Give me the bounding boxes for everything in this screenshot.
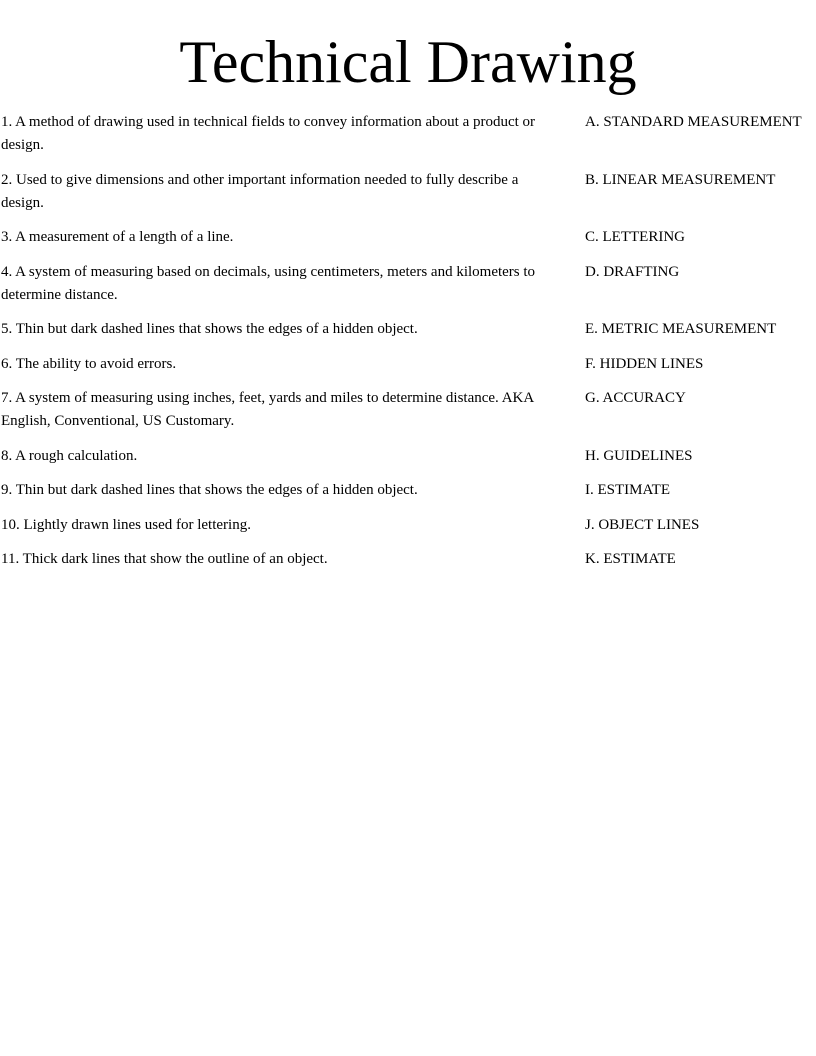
question-text: 5. Thin but dark dashed lines that shows the edges of a hidden object. bbox=[1, 321, 418, 337]
answer-text: J. OBJECT LINES bbox=[585, 516, 700, 533]
matching-row bbox=[0, 169, 816, 215]
question-text: 2. Used to give dimensions and other important information needed to fully describe a design. bbox=[1, 171, 519, 211]
matching-row bbox=[0, 514, 816, 537]
matching-row bbox=[0, 111, 816, 157]
matching-list bbox=[0, 111, 816, 583]
question-text: 9. Thin but dark dashed lines that shows the edges of a hidden object. bbox=[1, 482, 418, 498]
answer-text: C. LETTERING bbox=[585, 229, 685, 245]
answer-text: D. DRAFTING bbox=[585, 263, 680, 280]
matching-row bbox=[0, 318, 816, 341]
answer-text: E. METRIC MEASUREMENT bbox=[585, 321, 777, 337]
question-text: 3. A measurement of a length of a line. bbox=[1, 229, 234, 245]
answer-text: F. HIDDEN LINES bbox=[585, 355, 704, 372]
question-text: 4. A system of measuring based on decimals, using centimeters, meters and kilometers to determine distance. bbox=[1, 263, 536, 303]
matching-row bbox=[0, 387, 816, 433]
answer-text: K. ESTIMATE bbox=[585, 551, 676, 567]
question-text: 7. A system of measuring using inches, feet, yards and miles to determine distance. AKA English, Conventional, US Customary. bbox=[1, 390, 534, 429]
answer-text: B. LINEAR MEASUREMENT bbox=[585, 171, 776, 188]
matching-row bbox=[0, 479, 816, 502]
answer-text: G. ACCURACY bbox=[585, 390, 686, 406]
page-title: Technical Drawing bbox=[179, 29, 637, 95]
question-text: 1. A method of drawing used in technical fields to convey information about a product or design. bbox=[1, 114, 536, 153]
question-text: 8. A rough calculation. bbox=[1, 447, 138, 464]
matching-row bbox=[0, 261, 816, 307]
matching-row bbox=[0, 548, 816, 571]
matching-row bbox=[0, 353, 816, 376]
answer-text: A. STANDARD MEASUREMENT bbox=[585, 114, 802, 130]
answer-text: H. GUIDELINES bbox=[585, 447, 693, 464]
question-text: 11. Thick dark lines that show the outline of an object. bbox=[1, 551, 328, 567]
question-text: 10. Lightly drawn lines used for lettering. bbox=[1, 516, 251, 533]
matching-row bbox=[0, 226, 816, 249]
answer-text: I. ESTIMATE bbox=[585, 482, 670, 498]
question-text: 6. The ability to avoid errors. bbox=[1, 355, 177, 372]
matching-row bbox=[0, 445, 816, 468]
